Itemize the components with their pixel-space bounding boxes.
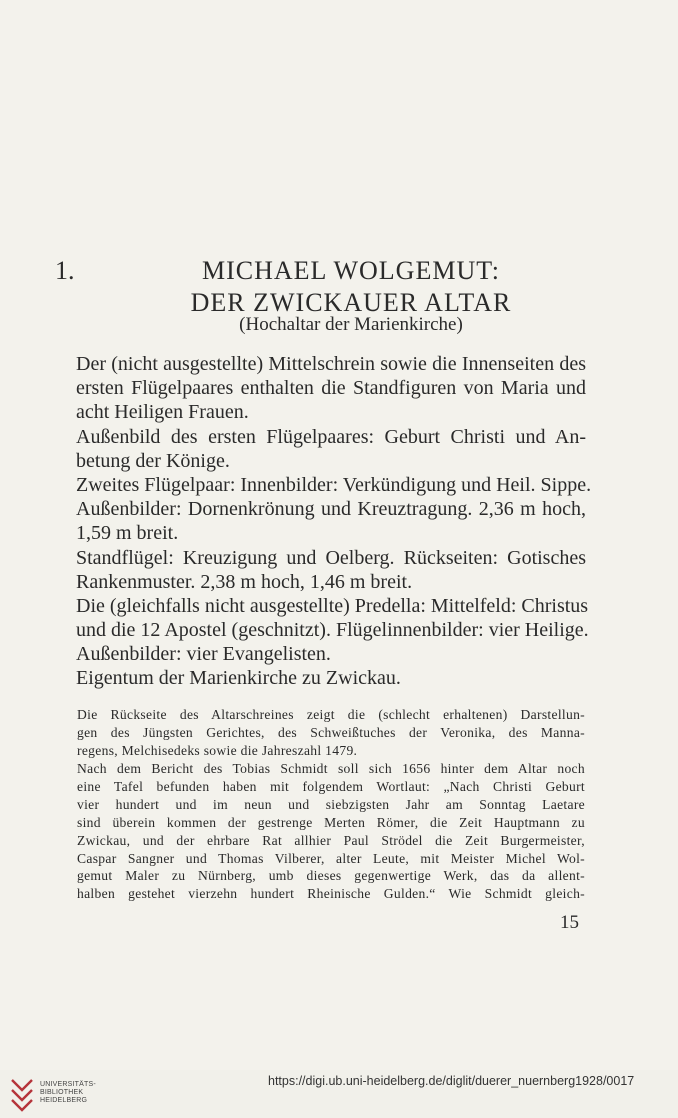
note-line: Zwickau, und der ehrbare Rat allhier Paul Strödel die Zeit Burgermeister, bbox=[77, 832, 585, 848]
note-line: halben gestehet vierzehn hundert Rheinische Gulden.“ Wie Schmidt gleich- bbox=[77, 886, 585, 902]
note-line: gemut Maler zu Nürnberg, umb dieses gegenwertige Werk, das da allent- bbox=[77, 868, 585, 884]
note-line: eine Tafel befunden haben mit folgendem Wortlaut: „Nach Christi Geburt bbox=[77, 778, 585, 794]
body-line: 1,59 m breit. bbox=[76, 522, 179, 545]
note-line: gen des Jüngsten Gerichtes, des Schweißtuches der Veronika, des Manna- bbox=[77, 724, 585, 740]
subtitle: (Hochaltar der Marienkirche) bbox=[239, 314, 463, 335]
library-name-line: HEIDELBERG bbox=[40, 1097, 88, 1104]
library-seal-icon[interactable] bbox=[8, 1076, 36, 1112]
body-line: Außenbilder: vier Evangelisten. bbox=[76, 643, 331, 666]
body-line: Rankenmuster. 2,38 m hoch, 1,46 m breit. bbox=[76, 570, 413, 593]
body-line: acht Heiligen Frauen. bbox=[76, 401, 249, 424]
note-line: Caspar Sangner und Thomas Vilberer, alter Leute, mit Meister Michel Wol- bbox=[77, 850, 585, 866]
footnote-text bbox=[77, 706, 585, 903]
title-line-1: MICHAEL WOLGEMUT: bbox=[201, 256, 501, 285]
library-name-line: UNIVERSITÄTS- bbox=[40, 1081, 96, 1088]
permalink-url[interactable]: https://digi.ub.uni-heidelberg.de/diglit/duerer_nuernberg1928/0017 bbox=[268, 1074, 635, 1088]
title-line-2: DER ZWICKAUER ALTAR bbox=[190, 288, 512, 317]
page-number: 15 bbox=[560, 912, 579, 933]
library-name-line: BIBLIOTHEK bbox=[40, 1089, 84, 1096]
body-line: Eigentum der Marienkirche zu Zwickau. bbox=[76, 667, 401, 690]
note-line: vier hundert und im neun und siebzigsten Jahr am Sonntag Laetare bbox=[77, 796, 585, 812]
body-line: betung der Könige. bbox=[76, 449, 230, 472]
main-text bbox=[76, 352, 592, 691]
note-line: regens, Melchisedeks sowie die Jahreszahl 1479. bbox=[77, 742, 358, 758]
body-line: Außenbild des ersten Flügelpaares: Geburt Christi und An- bbox=[76, 425, 586, 448]
note-line: sind überein kommen der gestrenge Merten Römer, die Zeit Hauptmann zu bbox=[77, 814, 585, 830]
body-line: ersten Flügelpaares enthalten die Standfiguren von Maria und bbox=[76, 377, 586, 400]
body-line: Zweites Flügelpaar: Innenbilder: Verkündigung und Heil. Sippe. bbox=[76, 473, 592, 496]
body-line: Der (nicht ausgestellte) Mittelschrein sowie die Innenseiten des bbox=[76, 353, 586, 375]
note-line: Die Rückseite des Altarschreines zeigt die (schlecht erhaltenen) Darstellun- bbox=[77, 707, 585, 722]
body-line: Die (gleichfalls nicht ausgestellte) Predella: Mittelfeld: Christus bbox=[76, 594, 589, 617]
body-line: Außenbilder: Dornenkrönung und Kreuztragung. 2,36 m hoch, bbox=[76, 498, 586, 521]
body-line: Standflügel: Kreuzigung und Oelberg. Rückseiten: Gotisches bbox=[76, 546, 586, 569]
library-name[interactable] bbox=[40, 1081, 96, 1105]
body-line: und die 12 Apostel (geschnitzt). Flügelinnenbilder: vier Heilige. bbox=[76, 619, 589, 642]
entry-number: 1. bbox=[55, 256, 75, 285]
note-line: Nach dem Bericht des Tobias Schmidt soll sich 1656 hinter dem Altar noch bbox=[77, 760, 585, 776]
